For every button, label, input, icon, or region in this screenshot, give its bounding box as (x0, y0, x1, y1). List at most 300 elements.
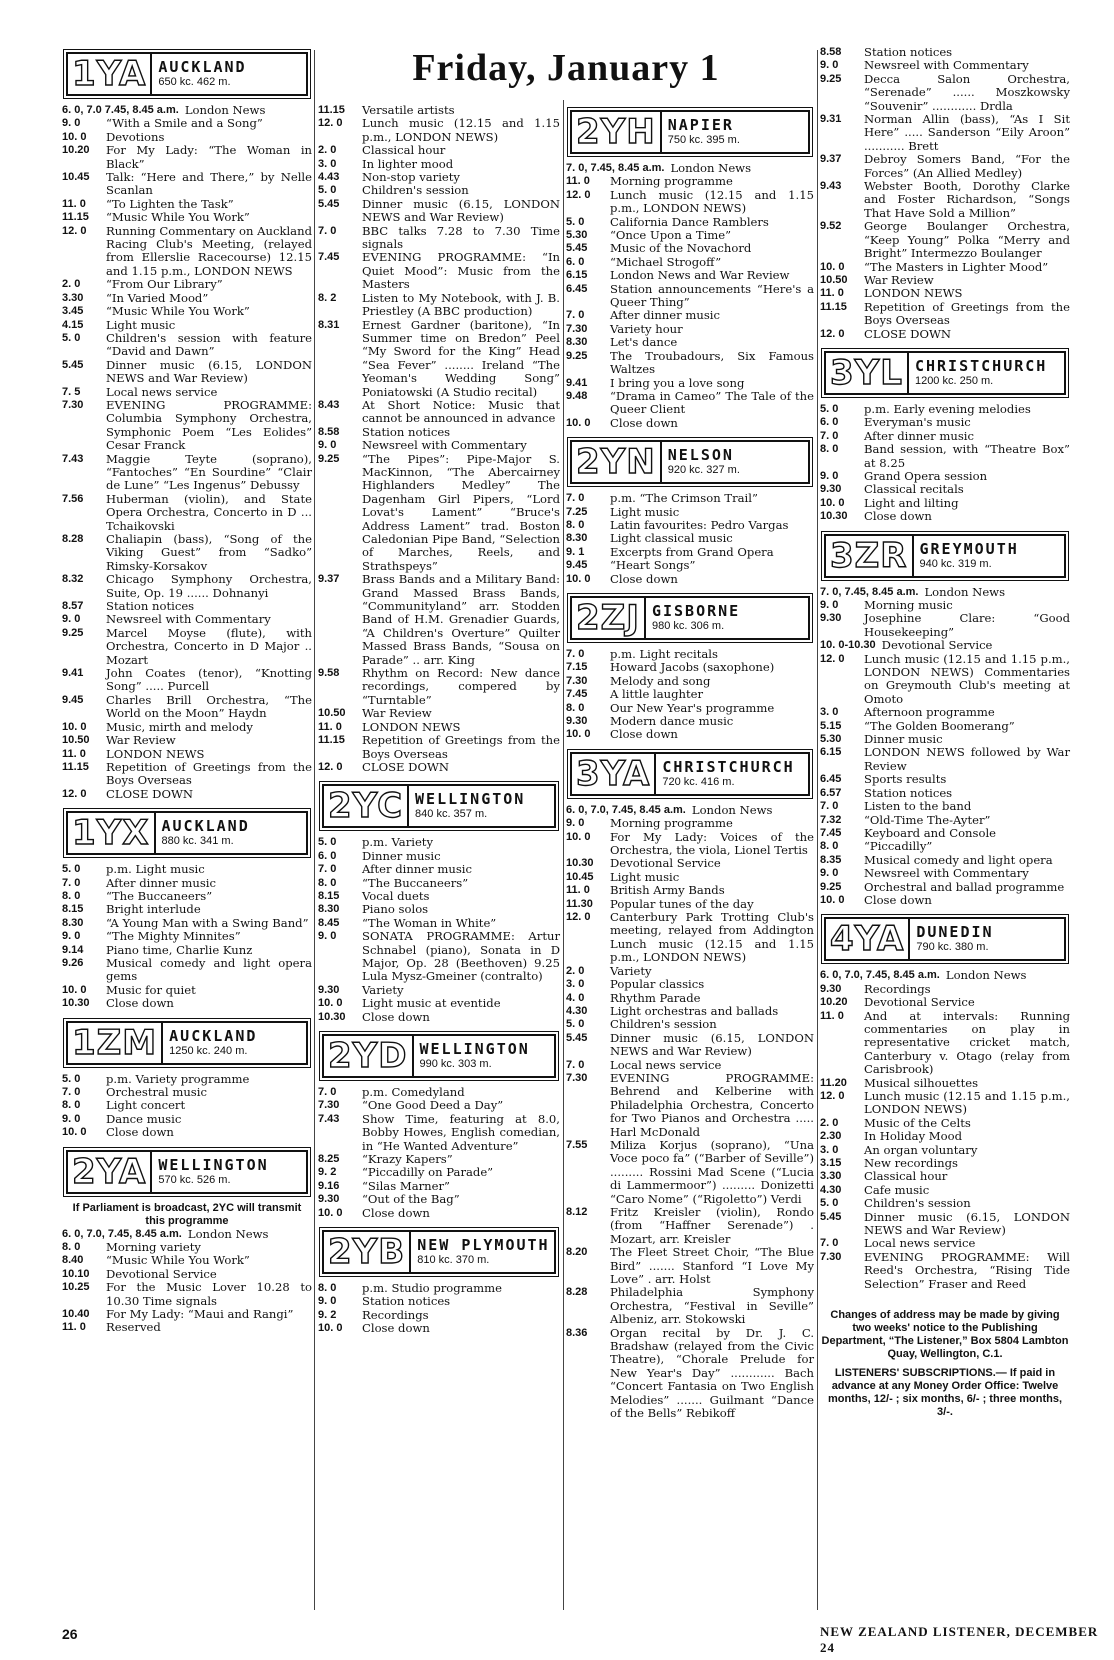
programme-entry (820, 497, 1070, 510)
programme-time: 7.30 (820, 1250, 842, 1263)
programme-title: Band session, with “Theatre Box” at 8.25 (864, 442, 1070, 470)
programme-entry (566, 283, 814, 310)
programme-time: 9.26 (62, 956, 84, 969)
programme-entry (62, 131, 312, 144)
programme-entry (820, 1197, 1070, 1210)
programme-title: p.m. Variety (362, 835, 434, 850)
programme-title: “Piccadilly” (864, 839, 933, 854)
programme-entry (820, 59, 1070, 72)
programme-entry (318, 1207, 560, 1220)
subscription-notice: LISTENERS' SUBSCRIPTIONS.— If paid in advance at any Money Order Office: Twelve months, 12/- ; six months, 6/- ; three months, 3/-. (827, 1367, 1063, 1419)
programme-time: 8. 0 (820, 840, 839, 853)
programme-time: 7. 0 (566, 309, 585, 322)
programme-time: 7.43 (318, 1112, 340, 1125)
programme-entry (820, 1077, 1070, 1090)
programme-entry (820, 814, 1070, 827)
programme-entry (566, 715, 814, 728)
programme-title: In Holiday Mood (864, 1129, 963, 1144)
programme-title: CLOSE DOWN (106, 786, 194, 801)
programme-list-1yx (62, 863, 312, 1010)
programme-entry (820, 73, 1070, 113)
station-frequency: 840 kc. 357 m. (415, 808, 488, 821)
programme-entry (318, 903, 560, 916)
programme-time: 8.45 (318, 916, 340, 929)
programme-time: 11.15 (318, 734, 345, 747)
programme-entry (318, 171, 560, 184)
programme-entry (566, 911, 814, 965)
column-3 (566, 104, 814, 1421)
programme-time: 12. 0 (318, 760, 343, 773)
programme-time: 9. 0 (62, 117, 81, 130)
programme-title: Debroy Somers Band, “For the Forces” (An Allied Medley) (864, 152, 1070, 180)
programme-time: 2.30 (820, 1130, 842, 1143)
programme-time: 11. 0 (566, 175, 590, 188)
station-header-1ya (66, 52, 308, 96)
programme-list-3ya (566, 804, 814, 1421)
programme-entry (318, 319, 560, 399)
programme-entry (318, 453, 560, 574)
programme-time: 5.30 (566, 229, 588, 242)
programme-title: Norman Allin (bass), “As I Sit Here” ..... Sanderson “Eily Aroon” ........... Brett (864, 112, 1070, 153)
programme-title: The Fleet Street Choir, “The Blue Bird” ....... Stanford “I Love My Love” . arr. Holst (610, 1245, 814, 1287)
programme-time: 9.41 (62, 667, 84, 680)
programme-time: 9. 0 (62, 930, 81, 943)
programme-title: Piano time, Charlie Kunz (106, 942, 253, 957)
programme-entry (318, 721, 560, 734)
programme-entry (820, 969, 1070, 982)
programme-time: 11. 0 (62, 197, 86, 210)
programme-time: 8. 0 (566, 701, 585, 714)
programme-title: LONDON NEWS (106, 746, 205, 761)
programme-entry (318, 707, 560, 720)
programme-entry (820, 894, 1070, 907)
programme-time: 8. 2 (318, 291, 337, 304)
programme-time: 11.30 (566, 897, 593, 910)
programme-time: 7. 0 (820, 429, 839, 442)
station-city: WELLINGTON (415, 790, 526, 809)
programme-entry (62, 1241, 312, 1254)
programme-time: 9. 0 (820, 599, 839, 611)
station-header-1yx (66, 811, 308, 855)
programme-entry (62, 278, 312, 291)
programme-entry (62, 453, 312, 493)
programme-entry (318, 573, 560, 667)
programme-entry (820, 1010, 1070, 1077)
programme-list-3ya-continued (820, 46, 1070, 341)
programme-time: 7. 0 (318, 224, 337, 237)
programme-entry (820, 1170, 1070, 1183)
programme-entry (820, 720, 1070, 733)
programme-title: “Out of the Bag” (362, 1192, 460, 1207)
programme-title: “In Varied Mood” (106, 290, 209, 305)
station-frequency: 980 kc. 306 m. (651, 619, 725, 632)
programme-title: Station notices (864, 45, 953, 59)
programme-time: 9.43 (820, 180, 842, 193)
programme-time: 3.30 (62, 291, 84, 304)
programme-entry (62, 1281, 312, 1308)
programme-entry (62, 319, 312, 332)
programme-title: Brass Bands and a Military Band: Grand Massed Brass Bands, “Communityland” arr. Stodden Band of H.M. Grenadier Guards, “A Children's Overture” Quilter Massed Brass Bands, “Sousa on Parade” .. arr. King (362, 572, 560, 667)
programme-time: 3. 0 (566, 978, 585, 991)
programme-time: 9.16 (318, 1179, 340, 1192)
station-frequency: 1250 kc. 240 m. (169, 1044, 248, 1057)
programme-time: 11. 0 (62, 1321, 86, 1334)
programme-title: Miliza Korjus (soprano), “Una Voce poco fa” (“Barber of Seville”) ......... Rossini Mad Scene (“Lucia di Lammermoor”) ......... Donizetti “Caro Nome” (“Rigoletto”) Verdi (610, 1137, 814, 1206)
programme-title: London News (187, 1226, 269, 1241)
programme-title: London News (945, 968, 1027, 983)
programme-title: Morning variety (106, 1240, 201, 1255)
programme-title: Reserved (106, 1320, 161, 1335)
programme-entry (566, 1206, 814, 1246)
programme-list-2ya (62, 1228, 312, 1335)
programme-entry (62, 1099, 312, 1112)
programme-entry (62, 144, 312, 171)
programme-title: “The Buccaneers” (362, 875, 469, 890)
programme-time: 8.31 (318, 318, 340, 331)
programme-entry (318, 399, 560, 426)
programme-time: 10.50 (318, 707, 346, 720)
programme-title: Dance music (106, 1111, 182, 1126)
programme-time: 6. 0, 7.0 7.45, 8.45 a.m. (62, 104, 179, 116)
programme-entry (566, 702, 814, 715)
station-header-3ya (570, 752, 810, 796)
station-header-2yc (322, 784, 556, 828)
programme-title: Variety (362, 982, 404, 997)
programme-entry (566, 323, 814, 336)
programme-title: An organ voluntary (864, 1142, 978, 1157)
programme-entry (566, 519, 814, 532)
programme-time: 4.30 (820, 1183, 842, 1196)
programme-time: 10.30 (318, 1010, 346, 1023)
programme-title: War Review (864, 272, 934, 287)
programme-title: London News (670, 161, 752, 175)
programme-entry (62, 734, 312, 747)
programme-time: 9.37 (820, 153, 842, 166)
programme-time: 8.58 (820, 46, 842, 58)
station-call-sign: 1YX (68, 813, 156, 853)
programme-time: 7. 0 (318, 1086, 337, 1098)
programme-title: Devotional Service (610, 856, 721, 871)
programme-entry (566, 559, 814, 572)
programme-entry (820, 328, 1070, 341)
programme-title: Our New Year's programme (610, 700, 775, 715)
programme-title: Philadelphia Symphony Orchestra, “Festival in Seville” Albeniz, arr. Stokowski (610, 1285, 814, 1327)
programme-entry (62, 573, 312, 600)
column-1 (62, 46, 312, 1335)
programme-title: London News (924, 584, 1006, 599)
programme-entry (318, 117, 560, 144)
programme-title: Huberman (violin), and State Opera Orchestra, Concerto in D ... Tchaikovski (106, 491, 312, 533)
programme-title: Sports results (864, 772, 947, 787)
programme-title: SONATA PROGRAMME: Artur Schnabel (piano), Sonata in D Major, Op. 28 (Beethoven) 9.25 Lula Mysz-Gmeiner (contralto) (362, 929, 560, 984)
programme-entry (318, 917, 560, 930)
programme-entry (62, 1254, 312, 1267)
station-frequency: 880 kc. 341 m. (161, 835, 234, 848)
programme-title: Howard Jacobs (saxophone) (610, 660, 775, 675)
programme-time: 5.45 (566, 242, 588, 255)
programme-title: A little laughter (610, 687, 704, 702)
programme-time: 8.12 (566, 1206, 588, 1218)
programme-time: 9.31 (820, 113, 842, 126)
programme-title: Charles Brill Orchestra, “The World on the Moon” Haydn (106, 692, 312, 721)
programme-time: 9.52 (820, 220, 842, 233)
programme-title: Music, mirth and melody (106, 719, 253, 734)
programme-title: I bring you a love song (610, 375, 745, 390)
programme-entry (820, 287, 1070, 300)
programme-time: 8.15 (318, 889, 340, 902)
programme-entry (62, 930, 312, 943)
programme-time: 8. 0 (318, 1282, 337, 1295)
programme-title: War Review (362, 706, 432, 721)
programme-time: 8.58 (318, 425, 340, 438)
station-header-2zj (570, 596, 810, 640)
programme-title: Musical comedy and light opera (864, 852, 1053, 867)
programme-title: “The Woman in White” (362, 915, 497, 930)
station-header-4ya (824, 917, 1066, 961)
programme-title: Dinner music (6.15, LONDON NEWS and War Review) (610, 1030, 814, 1059)
programme-entry (566, 242, 814, 255)
programme-title: p.m. Comedyland (362, 1085, 465, 1099)
programme-entry (318, 251, 560, 291)
programme-entry (566, 417, 814, 430)
programme-entry (62, 600, 312, 613)
station-city: AUCKLAND (169, 1026, 258, 1045)
programme-entry (820, 261, 1070, 274)
programme-entry (62, 997, 312, 1010)
programme-time: 7. 0 (62, 1086, 81, 1098)
programme-title: CLOSE DOWN (362, 759, 450, 774)
programme-title: Light music (106, 317, 176, 332)
programme-time: 10. 0 (62, 983, 87, 996)
programme-entry (318, 144, 560, 157)
programme-entry (820, 220, 1070, 260)
programme-title: Dinner music (362, 848, 441, 863)
programme-time: 7.43 (62, 452, 84, 465)
programme-title: Canterbury Park Trotting Club's meeting, relayed from Addington Lunch music (12.15 and 1.15 p.m., LONDON NEWS) (610, 910, 814, 965)
programme-title: “The Mighty Minnites” (106, 929, 241, 944)
page-title: Friday, January 1 (412, 47, 720, 89)
programme-entry (566, 162, 814, 175)
parliament-note: If Parliament is broadcast, 2YC will transmit this programme (72, 1201, 302, 1227)
programme-entry (820, 733, 1070, 746)
programme-entry (566, 817, 814, 830)
programme-title: Ernest Gardner (baritone), “In Summer time on Bredon” Peel “My Sword for the King” Head “Sea Fever” ........ Ireland “The Yeoman's Wedding Song” Poniatowski (A Studio recital) (362, 317, 560, 399)
programme-title: Marcel Moyse (flute), with Orchestra, Concerto in D Major .. Mozart (106, 625, 312, 667)
programme-entry (820, 840, 1070, 853)
programme-time: 8.28 (62, 533, 84, 545)
programme-title: Dinner music (6.15, LONDON NEWS and War Review) (864, 1209, 1070, 1238)
programme-entry (566, 884, 814, 897)
programme-title: Light music at eventide (362, 996, 501, 1011)
programme-time: 8. 0 (566, 518, 585, 531)
programme-time: 7.45 (820, 826, 842, 839)
programme-entry (318, 439, 560, 452)
programme-title: p.m. Early evening melodies (864, 401, 1031, 416)
programme-title: Station notices (864, 785, 953, 800)
programme-title: Talk: “Here and There,” by Nelle Scanlan (106, 170, 312, 198)
station-city: WELLINGTON (419, 1040, 530, 1058)
programme-title: At Short Notice: Music that cannot be announced in advance (362, 397, 560, 426)
programme-time: 11. 0 (820, 287, 844, 300)
programme-entry (62, 984, 312, 997)
programme-entry (62, 225, 312, 279)
programme-title: For My Lady: “Maui and Rangi” (106, 1307, 294, 1322)
station-frequency: 790 kc. 380 m. (916, 941, 989, 954)
programme-entry (62, 694, 312, 721)
programme-title: CLOSE DOWN (864, 326, 952, 341)
programme-title: Close down (106, 996, 174, 1011)
station-header-2ya (66, 1150, 308, 1194)
programme-time: 6. 0 (820, 416, 839, 429)
station-header-2yn (570, 440, 810, 484)
station-city: GREYMOUTH (919, 539, 1019, 558)
programme-time: 10.30 (566, 857, 594, 870)
programme-time: 10. 0 (318, 1206, 343, 1219)
programme-time: 11.15 (820, 300, 847, 313)
column-divider (314, 50, 315, 1610)
programme-time: 7. 0 (820, 800, 839, 813)
programme-entry (820, 867, 1070, 880)
programme-time: 10.10 (62, 1267, 90, 1280)
programme-time: 10. 0 (566, 728, 591, 741)
programme-list-3yl (820, 403, 1070, 524)
programme-entry (62, 1228, 312, 1241)
programme-title: “Heart Songs” (610, 558, 696, 573)
programme-title: Close down (362, 1205, 430, 1220)
programme-time: 6.15 (820, 746, 842, 759)
programme-entry (566, 992, 814, 1005)
programme-time: 8.30 (62, 916, 84, 929)
programme-title: Close down (106, 1125, 174, 1140)
programme-time: 2. 0 (566, 964, 585, 977)
programme-entry (566, 978, 814, 991)
programme-title: BBC talks 7.28 to 7.30 Time signals (362, 223, 560, 252)
programme-title: “Krazy Kapers” (362, 1152, 453, 1167)
programme-entry (62, 721, 312, 734)
programme-time: 8.36 (566, 1326, 588, 1339)
station-frequency: 650 kc. 462 m. (158, 76, 231, 88)
programme-title: “One Good Deed a Day” (362, 1098, 504, 1113)
programme-time: 8. 0 (820, 443, 839, 456)
programme-time: 8.20 (566, 1246, 588, 1259)
programme-title: p.m. Light recitals (610, 646, 718, 661)
station-city: CHRISTCHURCH (914, 356, 1048, 375)
programme-entry (318, 1295, 560, 1308)
programme-entry (820, 1184, 1070, 1197)
programme-entry (318, 104, 560, 117)
programme-entry (820, 301, 1070, 328)
programme-entry (566, 229, 814, 242)
station-call-sign: 2YD (324, 1036, 414, 1076)
programme-time: 8.40 (62, 1254, 84, 1267)
programme-title: Musical comedy and light opera gems (106, 955, 312, 984)
programme-title: Variety (610, 963, 652, 978)
programme-time: 7.30 (566, 1071, 588, 1084)
programme-time: 8.32 (62, 573, 84, 586)
programme-title: Morning programme (610, 816, 733, 831)
programme-entry (566, 871, 814, 884)
programme-title: Close down (864, 509, 932, 524)
programme-time: 9. 0 (318, 930, 337, 943)
programme-time: 9. 0 (318, 439, 337, 452)
programme-time: 5. 0 (566, 1018, 585, 1031)
programme-entry (566, 688, 814, 701)
programme-list-2yh (566, 162, 814, 430)
programme-entry (566, 269, 814, 282)
programme-entry (566, 175, 814, 188)
programme-entry (62, 944, 312, 957)
programme-time: 9. 0 (820, 59, 839, 72)
programme-title: Vocal duets (362, 888, 430, 903)
programme-time: 9.30 (820, 483, 842, 496)
programme-title: Close down (362, 1321, 430, 1336)
programme-title: EVENING PROGRAMME: Will Reed's Orchestra, “Rising Tide Selection” Fraser and Reed (864, 1249, 1070, 1291)
programme-title: “Michael Strogoff” (610, 254, 722, 269)
programme-time: 9.37 (318, 573, 340, 586)
programme-time: 6. 0, 7.0, 7.45, 8.45 a.m. (566, 803, 686, 816)
programme-time: 11.15 (62, 760, 89, 773)
station-call-sign: 3YL (826, 353, 909, 393)
programme-entry (566, 546, 814, 559)
programme-entry (566, 1072, 814, 1139)
station-frequency: 1200 kc. 250 m. (914, 374, 994, 387)
programme-entry (820, 586, 1070, 599)
programme-title: After dinner music (610, 308, 720, 323)
programme-entry (820, 1251, 1070, 1291)
programme-title: “The Buccaneers” (106, 888, 213, 903)
programme-entry (62, 627, 312, 667)
programme-time: 9. 0 (820, 469, 839, 482)
programme-entry (318, 1309, 560, 1322)
programme-title: Lunch music (12.15 and 1.15 p.m., LONDON NEWS) (362, 116, 560, 144)
programme-title: LONDON NEWS (864, 286, 963, 301)
programme-entry (318, 1282, 560, 1295)
programme-time: 3.15 (820, 1157, 842, 1170)
programme-entry (318, 984, 560, 997)
programme-title: Afternoon programme (864, 705, 995, 720)
station-call-sign: 2ZJ (572, 598, 646, 638)
programme-time: 7. 0 (820, 1237, 839, 1250)
programme-title: “Music While You Work” (106, 304, 250, 319)
programme-list-2yb (318, 1282, 560, 1336)
programme-title: Close down (362, 1009, 430, 1024)
programme-title: Listen to the band (864, 799, 972, 814)
station-header-3zr (824, 534, 1066, 578)
programme-entry (820, 1237, 1070, 1250)
programme-entry (318, 1322, 560, 1335)
station-city: GISBORNE (651, 601, 741, 620)
programme-time: 10. 0 (62, 1126, 87, 1139)
programme-time: 4.43 (318, 171, 340, 184)
programme-time: 10. 0 (566, 830, 591, 843)
programme-time: 9.41 (566, 376, 588, 389)
programme-entry (566, 336, 814, 349)
programme-title: Non-stop variety (362, 170, 460, 185)
programme-entry (318, 1011, 560, 1024)
programme-title: London News (184, 103, 266, 117)
programme-entry (820, 1090, 1070, 1117)
programme-list-3zr (820, 586, 1070, 908)
programme-time: 11. 0 (62, 747, 86, 760)
programme-entry (566, 661, 814, 674)
programme-time: 3.30 (820, 1170, 842, 1183)
station-city: AUCKLAND (158, 58, 247, 76)
programme-entry (318, 184, 560, 197)
programme-entry (820, 773, 1070, 786)
programme-entry (62, 903, 312, 916)
programme-time: 7. 5 (62, 385, 81, 398)
programme-title: Webster Booth, Dorothy Clarke and Foster Richardson, “Songs That Have Sold a Million” (864, 179, 1070, 220)
